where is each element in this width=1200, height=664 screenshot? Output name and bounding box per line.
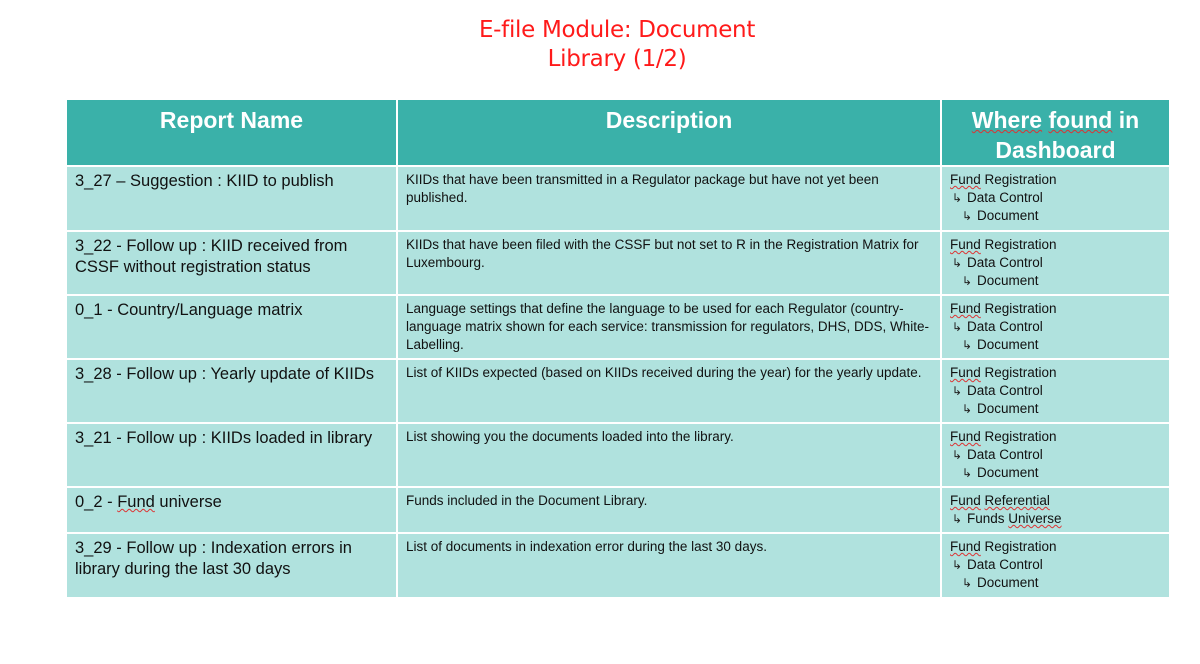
arrow-icon: ↳	[962, 576, 973, 590]
header-where-found	[941, 99, 1170, 166]
table-row	[66, 487, 1170, 533]
where-path-level-2: ↳ Document	[962, 208, 1039, 223]
header-description: Description	[397, 99, 941, 166]
where-path-level-2: ↳ Document	[962, 401, 1039, 416]
where-path-level-0: Fund Registration	[950, 301, 1057, 316]
report-name-cell: 3_21 - Follow up : KIIDs loaded in library	[66, 423, 397, 487]
where-found-cell	[941, 487, 1170, 533]
header-where-word-4: Dashboard	[995, 137, 1116, 163]
header-where-word-3: in	[1118, 107, 1140, 133]
arrow-icon: ↳	[962, 274, 973, 288]
where-word-fund: Fund	[950, 301, 981, 316]
table-row	[66, 166, 1170, 231]
arrow-icon: ↳	[952, 448, 963, 462]
where-word-fund: Fund	[950, 493, 981, 508]
table-row	[66, 359, 1170, 423]
where-path-level-0: Fund Registration	[950, 539, 1057, 554]
arrow-icon: ↳	[962, 209, 973, 223]
where-path-level-0: Fund Registration	[950, 365, 1057, 380]
report-name-cell: 3_28 - Follow up : Yearly update of KIIDs	[66, 359, 397, 423]
description-cell: List of documents in indexation error during the last 30 days.	[397, 533, 941, 598]
where-found-cell	[941, 423, 1170, 487]
description-cell: List showing you the documents loaded into the library.	[397, 423, 941, 487]
header-report-name: Report Name	[66, 99, 397, 166]
header-where-word-2: found	[1048, 107, 1113, 133]
where-path-level-0: Fund Registration	[950, 237, 1057, 252]
report-name-word-fund: Fund	[117, 493, 155, 511]
where-word-fund: Fund	[950, 429, 981, 444]
arrow-icon: ↳	[952, 558, 963, 572]
where-path-level-1: ↳ Data Control	[952, 447, 1043, 462]
slide-title	[0, 16, 1200, 74]
where-path-level-1: ↳ Data Control	[952, 255, 1043, 270]
report-name-cell: 3_22 - Follow up : KIID received from CSSF without registration status	[66, 231, 397, 295]
report-name-cell: 0_2 - Fund universe	[66, 487, 397, 533]
where-found-cell	[941, 166, 1170, 231]
where-found-cell	[941, 295, 1170, 359]
slide-title-line-2: Library (1/2)	[547, 46, 687, 72]
description-cell: Language settings that define the language to be used for each Regulator (country-language matrix shown for each service: transmission for regulators, DHS, DDS, White-Labelling.	[397, 295, 941, 359]
where-path-level-1: ↳ Funds Universe	[952, 511, 1062, 526]
where-word-fund: Fund	[950, 172, 981, 187]
report-name-cell: 3_29 - Follow up : Indexation errors in library during the last 30 days	[66, 533, 397, 598]
where-word-referential: Referential	[984, 493, 1050, 508]
where-word-fund: Fund	[950, 365, 981, 380]
where-path-level-1: ↳ Data Control	[952, 190, 1043, 205]
arrow-icon: ↳	[952, 320, 963, 334]
where-found-cell	[941, 231, 1170, 295]
table-row	[66, 295, 1170, 359]
description-cell: List of KIIDs expected (based on KIIDs received during the year) for the yearly update.	[397, 359, 941, 423]
arrow-icon: ↳	[952, 256, 963, 270]
report-name-cell: 3_27 – Suggestion : KIID to publish	[66, 166, 397, 231]
table-header-row	[66, 99, 1170, 166]
where-found-cell	[941, 533, 1170, 598]
arrow-icon: ↳	[962, 338, 973, 352]
arrow-icon: ↳	[952, 384, 963, 398]
where-found-cell	[941, 359, 1170, 423]
where-word-fund: Fund	[950, 237, 981, 252]
where-path-level-1: ↳ Data Control	[952, 319, 1043, 334]
where-path-level-2: ↳ Document	[962, 273, 1039, 288]
description-cell: KIIDs that have been transmitted in a Regulator package but have not yet been published.	[397, 166, 941, 231]
where-path-level-0	[950, 492, 1161, 510]
document-library-table	[65, 98, 1171, 599]
arrow-icon: ↳	[962, 402, 973, 416]
where-path-level-2: ↳ Document	[962, 465, 1039, 480]
description-cell: Funds included in the Document Library.	[397, 487, 941, 533]
where-path-level-1: ↳ Data Control	[952, 557, 1043, 572]
report-name-cell: 0_1 - Country/Language matrix	[66, 295, 397, 359]
where-path-level-2: ↳ Document	[962, 575, 1039, 590]
table-row	[66, 423, 1170, 487]
arrow-icon: ↳	[952, 512, 963, 526]
header-where-word-1: Where	[971, 107, 1043, 133]
slide-title-line-1: E-file Module: Document	[478, 17, 756, 43]
arrow-icon: ↳	[962, 466, 973, 480]
table-row	[66, 231, 1170, 295]
where-path-level-0: Fund Registration	[950, 172, 1057, 187]
where-path-level-1: ↳ Data Control	[952, 383, 1043, 398]
arrow-icon: ↳	[952, 191, 963, 205]
where-word-universe: Universe	[1008, 511, 1062, 526]
where-word-fund: Fund	[950, 539, 981, 554]
where-path-level-2: ↳ Document	[962, 337, 1039, 352]
table-row	[66, 533, 1170, 598]
where-path-level-0: Fund Registration	[950, 429, 1057, 444]
description-cell: KIIDs that have been filed with the CSSF but not set to R in the Registration Matrix for Luxembourg.	[397, 231, 941, 295]
